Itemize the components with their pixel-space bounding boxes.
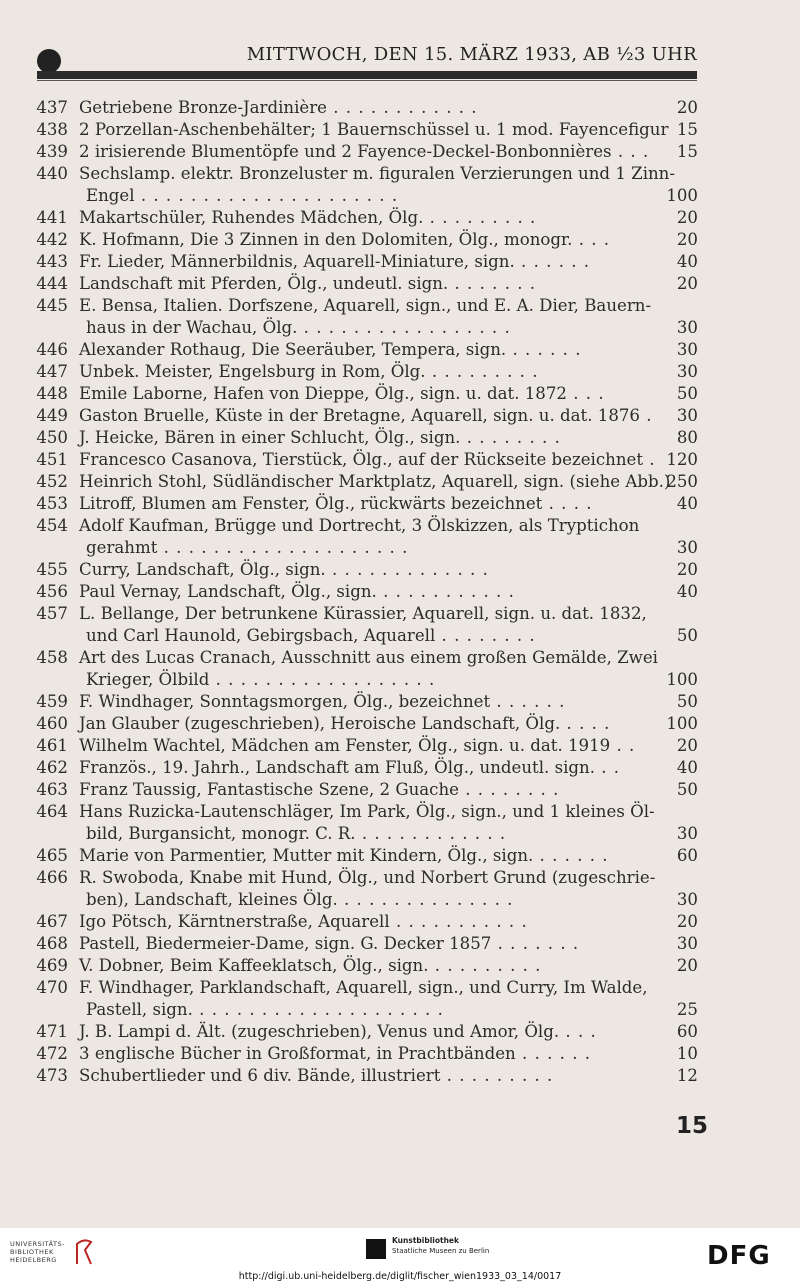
university-seal-icon [75, 1238, 93, 1266]
lot-description [79, 493, 653, 515]
lot-description [79, 801, 653, 823]
lot-row [0, 405, 800, 427]
lot-description [79, 867, 656, 889]
lot-number: 458 [36, 648, 68, 667]
lot-number: 438 [36, 120, 68, 139]
lot-description [79, 141, 653, 163]
lot-description [79, 383, 653, 405]
dot-leader: . . . . . . [514, 252, 591, 271]
university-line-3: HEIDELBERG [10, 1256, 57, 1264]
lot-number: 440 [36, 164, 68, 183]
lot-row [0, 163, 800, 185]
dot-leader: . . . . . . . . . [423, 208, 537, 227]
lot-description [86, 625, 653, 647]
lot-number: 470 [36, 978, 68, 997]
lot-description [79, 229, 653, 251]
lot-number: 465 [36, 846, 68, 865]
lot-description-text: Sechslamp. elektr. Bronzeluster m. figuralen Verzierungen und 1 Zinn- [79, 164, 675, 183]
lot-description [79, 581, 653, 603]
dot-leader: . . . . . . . . . . . . . . . . . . . . [157, 538, 409, 557]
lot-description [79, 295, 653, 317]
lot-row [0, 471, 800, 493]
university-line-2: BIBLIOTHEK [10, 1248, 54, 1256]
lot-description [79, 559, 653, 581]
lot-price: 20 [676, 736, 698, 755]
lot-description-text: Franz Taussig, Fantastische Szene, 2 Guache [79, 780, 459, 799]
lot-row [0, 977, 800, 999]
lot-description-text: V. Dobner, Beim Kaffeeklatsch, Ölg., sign. [79, 956, 429, 975]
lot-description-text: Unbek. Meister, Engelsburg in Rom, Ölg. [79, 362, 426, 381]
dot-leader: . . . . . . [515, 1044, 592, 1063]
header-rule-thin [37, 80, 697, 81]
lot-description-text: Igo Pötsch, Kärntnerstraße, Aquarell [79, 912, 390, 931]
lot-price: 40 [676, 494, 698, 513]
lot-description [79, 647, 658, 669]
lot-number: 469 [36, 956, 68, 975]
lot-list [0, 97, 800, 1087]
lot-price: 20 [676, 230, 698, 249]
lot-number: 463 [36, 780, 68, 799]
lot-description-text: ben), Landschaft, kleines Ölg. [86, 890, 338, 909]
lot-row [0, 251, 800, 273]
lot-price: 50 [676, 692, 698, 711]
lot-row [0, 801, 800, 823]
lot-price: 80 [676, 428, 698, 447]
lot-number: 459 [36, 692, 68, 711]
dot-leader: . . . . [542, 494, 593, 513]
lot-description [86, 889, 653, 911]
lot-price: 100 [666, 714, 698, 733]
dot-leader: . [640, 406, 653, 425]
lot-description [79, 735, 653, 757]
dot-leader: . . . . . . [490, 692, 566, 711]
dot-leader: . . . . [560, 714, 611, 733]
lot-price: 50 [676, 780, 698, 799]
lot-description [79, 361, 653, 383]
lot-number: 473 [36, 1066, 68, 1085]
kb-subtitle: Staatliche Museen zu Berlin [392, 1247, 490, 1255]
lot-row [0, 185, 800, 207]
dot-leader: . . . . . . . . . . . . [355, 824, 507, 843]
lot-description-text: Hans Ruzicka-Lautenschläger, Im Park, Ölg., sign., und 1 kleines Öl- [79, 802, 655, 821]
lot-row [0, 207, 800, 229]
lot-row [0, 889, 800, 911]
lot-price: 100 [666, 670, 698, 689]
lot-price: 50 [676, 384, 698, 403]
lot-description-text: Pastell, Biedermeier-Dame, sign. G. Decker 1857 [79, 934, 492, 953]
lot-row [0, 757, 800, 779]
lot-row [0, 691, 800, 713]
lot-price: 30 [676, 340, 698, 359]
lot-price: 20 [676, 98, 698, 117]
lot-price: 120 [666, 450, 698, 469]
dot-leader: . . . . . . . . . . . . . . . . . . . . . [134, 186, 399, 205]
lot-row [0, 735, 800, 757]
lot-description-text: Art des Lucas Cranach, Ausschnitt aus einem großen Gemälde, Zwei [79, 648, 658, 667]
lot-description [86, 999, 653, 1021]
lot-description [86, 823, 653, 845]
lot-row [0, 1021, 800, 1043]
lot-description-text: Francesco Casanova, Tierstück, Ölg., auf der Rückseite bezeichnet [79, 450, 644, 469]
lot-description-text: F. Windhager, Parklandschaft, Aquarell, sign., und Curry, Im Walde, [79, 978, 648, 997]
lot-number: 437 [36, 98, 68, 117]
lot-description-text: Adolf Kaufman, Brügge und Dortrecht, 3 Ölskizzen, als Tryptichon [79, 516, 640, 535]
lot-price: 30 [676, 538, 698, 557]
lot-description [79, 405, 653, 427]
lot-row [0, 933, 800, 955]
dot-leader: . . . . . . . . [458, 780, 560, 799]
lot-description-text: Fr. Lieder, Männerbildnis, Aquarell-Miniature, sign. [79, 252, 515, 271]
lot-number: 439 [36, 142, 68, 161]
lot-row [0, 229, 800, 251]
lot-description [79, 97, 653, 119]
lot-description-text: haus in der Wachau, Ölg. [86, 318, 298, 337]
dot-leader: . . . . . . . . . [425, 362, 539, 381]
dot-leader: . . . . . . . . . . . [389, 912, 528, 931]
lot-row [0, 559, 800, 581]
lot-price: 30 [676, 362, 698, 381]
dot-leader: . . . [611, 142, 650, 161]
dot-leader: . . . . . . . . . [440, 1066, 554, 1085]
lot-number: 448 [36, 384, 68, 403]
dot-leader: . . . . . . . . [435, 626, 536, 645]
digitization-footer [0, 1228, 800, 1286]
lot-description-text: L. Bellange, Der betrunkene Kürassier, Aquarell, sign. u. dat. 1832, [79, 604, 647, 623]
lot-row [0, 493, 800, 515]
lot-description-text: gerahmt [86, 538, 158, 557]
lot-description [79, 933, 653, 955]
lot-price: 12 [676, 1066, 698, 1085]
lot-number: 472 [36, 1044, 68, 1063]
lot-row [0, 955, 800, 977]
lot-description-text: und Carl Haunold, Gebirgsbach, Aquarell [86, 626, 436, 645]
lot-description-text: J. B. Lampi d. Ält. (zugeschrieben), Venus und Amor, Ölg. [79, 1022, 560, 1041]
lot-price: 20 [676, 208, 698, 227]
lot-price: 30 [676, 890, 698, 909]
lot-number: 445 [36, 296, 68, 315]
lot-description-text: Heinrich Stohl, Südländischer Marktplatz, Aquarell, sign. (siehe Abb.) [79, 472, 671, 491]
lot-row [0, 273, 800, 295]
lot-price: 50 [676, 626, 698, 645]
lot-row [0, 823, 800, 845]
lot-description-text: bild, Burgansicht, monogr. C. R. [86, 824, 356, 843]
dot-leader: . . . [566, 384, 605, 403]
dot-leader: . . . . . . . . . . . . . [325, 560, 489, 579]
lot-price: 250 [666, 472, 698, 491]
dot-leader: . . . . . . . [448, 274, 537, 293]
page-header-title: MITTWOCH, DEN 15. MÄRZ 1933, AB ½3 UHR [246, 44, 697, 65]
lot-price: 100 [666, 186, 698, 205]
dot-leader: . . . . . . . . [460, 428, 561, 447]
lot-description [79, 977, 653, 999]
lot-row [0, 317, 800, 339]
lot-number: 453 [36, 494, 68, 513]
page-number: 15 [675, 1113, 708, 1139]
dot-leader: . . . . . . . [491, 934, 580, 953]
dot-leader: . . . . . . . . . [428, 956, 542, 975]
dot-leader: . . . . . . . . . . . . . . . . . . [209, 670, 436, 689]
lot-price: 30 [676, 824, 698, 843]
lot-number: 457 [36, 604, 68, 623]
lot-row [0, 669, 800, 691]
lot-number: 455 [36, 560, 68, 579]
lot-description-text: Emile Laborne, Hafen von Dieppe, Ölg., sign. u. dat. 1872 [79, 384, 567, 403]
lot-number: 461 [36, 736, 68, 755]
lot-description-text: J. Heicke, Bären in einer Schlucht, Ölg., sign. [79, 428, 461, 447]
dfg-logo[interactable]: DFG [707, 1241, 771, 1271]
lot-description-text: Paul Vernay, Landschaft, Ölg., sign. [79, 582, 377, 601]
source-url[interactable]: http://digi.ub.uni-heidelberg.de/diglit/fischer_wien1933_03_14/0017 [238, 1271, 562, 1282]
lot-description-text: Jan Glauber (zugeschrieben), Heroische Landschaft, Ölg. [79, 714, 561, 733]
lot-row [0, 537, 800, 559]
lot-row [0, 779, 800, 801]
lot-description-text: Gaston Bruelle, Küste in der Bretagne, Aquarell, sign. u. dat. 1876 [79, 406, 640, 425]
lot-price: 30 [676, 318, 698, 337]
lot-description [79, 1021, 653, 1043]
kunstbibliothek-logo-icon [366, 1239, 386, 1259]
lot-number: 442 [36, 230, 68, 249]
lot-row [0, 625, 800, 647]
lot-row [0, 295, 800, 317]
lot-description [79, 1043, 653, 1065]
lot-row [0, 339, 800, 361]
lot-description [79, 515, 653, 537]
dot-leader: . . . . . . [506, 340, 582, 359]
lot-price: 20 [676, 274, 698, 293]
lot-price: 40 [676, 582, 698, 601]
lot-row [0, 581, 800, 603]
lot-description [79, 1065, 653, 1087]
lot-number: 456 [36, 582, 68, 601]
lot-row [0, 449, 800, 471]
lot-price: 15 [676, 142, 698, 161]
lot-price: 40 [676, 252, 698, 271]
lot-row [0, 845, 800, 867]
lot-description-text: R. Swoboda, Knabe mit Hund, Ölg., und Norbert Grund (zugeschrie- [79, 868, 656, 887]
lot-row [0, 867, 800, 889]
lot-description [79, 339, 653, 361]
lot-price: 20 [676, 956, 698, 975]
lot-description-text: E. Bensa, Italien. Dorfszene, Aquarell, sign., und E. A. Dier, Bauern- [79, 296, 652, 315]
lot-description-text: Französ., 19. Jahrh., Landschaft am Fluß, Ölg., undeutl. sign. [79, 758, 595, 777]
lot-number: 452 [36, 472, 68, 491]
lot-description [79, 779, 653, 801]
lot-number: 447 [36, 362, 68, 381]
lot-price: 60 [676, 846, 698, 865]
header-rule [37, 71, 697, 79]
lot-description [79, 757, 653, 779]
lot-description [79, 911, 653, 933]
lot-row [0, 713, 800, 735]
lot-description [79, 449, 656, 471]
lot-row [0, 361, 800, 383]
dot-leader: . . . . . . . . . . . . . . [337, 890, 514, 909]
lot-price: 30 [676, 934, 698, 953]
dot-leader: . . . . . . [533, 846, 609, 865]
lot-description-text: Marie von Parmentier, Mutter mit Kindern, Ölg., sign. [79, 846, 534, 865]
lot-description [79, 273, 653, 295]
kb-title: Kunstbibliothek [392, 1236, 460, 1245]
lot-price: 10 [676, 1044, 698, 1063]
lot-row [0, 383, 800, 405]
dot-leader: . . [610, 736, 636, 755]
lot-description-text: Schubertlieder und 6 div. Bände, illustriert [79, 1066, 441, 1085]
lot-price: 20 [676, 912, 698, 931]
lot-price: 25 [676, 1000, 698, 1019]
lot-number: 468 [36, 934, 68, 953]
lot-price: 30 [676, 406, 698, 425]
lot-row [0, 515, 800, 537]
lot-number: 467 [36, 912, 68, 931]
dot-leader: . . . . . . . . . . . [376, 582, 515, 601]
lot-number: 464 [36, 802, 68, 821]
lot-row [0, 603, 800, 625]
lot-number: 471 [36, 1022, 68, 1041]
lot-description-text: Landschaft mit Pferden, Ölg., undeutl. sign. [79, 274, 449, 293]
lot-description [79, 603, 653, 625]
lot-description-text: Krieger, Ölbild [86, 670, 210, 689]
lot-description [79, 713, 653, 735]
lot-description [79, 119, 669, 141]
lot-description [79, 471, 671, 493]
lot-row [0, 1065, 800, 1087]
lot-description-text: 3 englische Bücher in Großformat, in Prachtbänden [79, 1044, 516, 1063]
lot-price: 20 [676, 560, 698, 579]
lot-number: 451 [36, 450, 68, 469]
dot-leader: . . . . . . . . . . . . . . . . . [297, 318, 511, 337]
lot-number: 450 [36, 428, 68, 447]
dot-leader: . [643, 450, 656, 469]
lot-description [79, 845, 653, 867]
lot-row [0, 427, 800, 449]
lot-number: 454 [36, 516, 68, 535]
lot-row [0, 1043, 800, 1065]
lot-description-text: Litroff, Blumen am Fenster, Ölg., rückwärts bezeichnet [79, 494, 543, 513]
lot-row [0, 999, 800, 1021]
lot-row [0, 647, 800, 669]
lot-number: 460 [36, 714, 68, 733]
lot-description [86, 317, 653, 339]
lot-row [0, 97, 800, 119]
dot-leader: . . . [572, 230, 611, 249]
lot-description-text: Wilhelm Wachtel, Mädchen am Fenster, Ölg., sign. u. dat. 1919 [79, 736, 611, 755]
lot-description-text: Curry, Landschaft, Ölg., sign. [79, 560, 326, 579]
university-line-1: UNIVERSITÄTS- [10, 1240, 65, 1248]
lot-price: 60 [676, 1022, 698, 1041]
lot-description [79, 427, 653, 449]
lot-description [79, 955, 653, 977]
lot-description-text: F. Windhager, Sonntagsmorgen, Ölg., bezeichnet [79, 692, 491, 711]
lot-description-text: 2 irisierende Blumentöpfe und 2 Fayence-Deckel-Bonbonnières [79, 142, 612, 161]
lot-row [0, 141, 800, 163]
lot-description [79, 251, 653, 273]
lot-description-text: Pastell, sign. [86, 1000, 193, 1019]
lot-price: 40 [676, 758, 698, 777]
lot-price: 15 [676, 120, 698, 139]
lot-description [86, 185, 653, 207]
dot-leader: . . [594, 758, 621, 777]
lot-number: 462 [36, 758, 68, 777]
lot-number: 449 [36, 406, 68, 425]
lot-number: 444 [36, 274, 68, 293]
lot-description-text: 2 Porzellan-Aschenbehälter; 1 Bauernschüssel u. 1 mod. Fayencefigur [79, 120, 669, 139]
lot-description-text: Makartschüler, Ruhendes Mädchen, Ölg. [79, 208, 424, 227]
lot-number: 446 [36, 340, 68, 359]
lot-description [79, 207, 653, 229]
lot-description [86, 537, 653, 559]
dot-leader: . . . [559, 1022, 597, 1041]
lot-description-text: Alexander Rothaug, Die Seeräuber, Tempera, sign. [79, 340, 507, 359]
dot-leader: . . . . . . . . . . . . [326, 98, 478, 117]
lot-description [86, 669, 653, 691]
lot-description [79, 691, 653, 713]
lot-description [79, 163, 675, 185]
dot-leader: . . . . . . . . . . . . . . . . . . . . [192, 1000, 444, 1019]
lot-description-text: Getriebene Bronze-Jardinière [79, 98, 327, 117]
lot-number: 443 [36, 252, 68, 271]
lot-row [0, 119, 800, 141]
lot-number: 441 [36, 208, 68, 227]
kunstbibliothek-label[interactable] [392, 1236, 489, 1256]
lot-number: 466 [36, 868, 68, 887]
lot-description-text: K. Hofmann, Die 3 Zinnen in den Dolomiten, Ölg., monogr. [79, 230, 573, 249]
lot-row [0, 911, 800, 933]
lot-description-text: Engel [86, 186, 135, 205]
